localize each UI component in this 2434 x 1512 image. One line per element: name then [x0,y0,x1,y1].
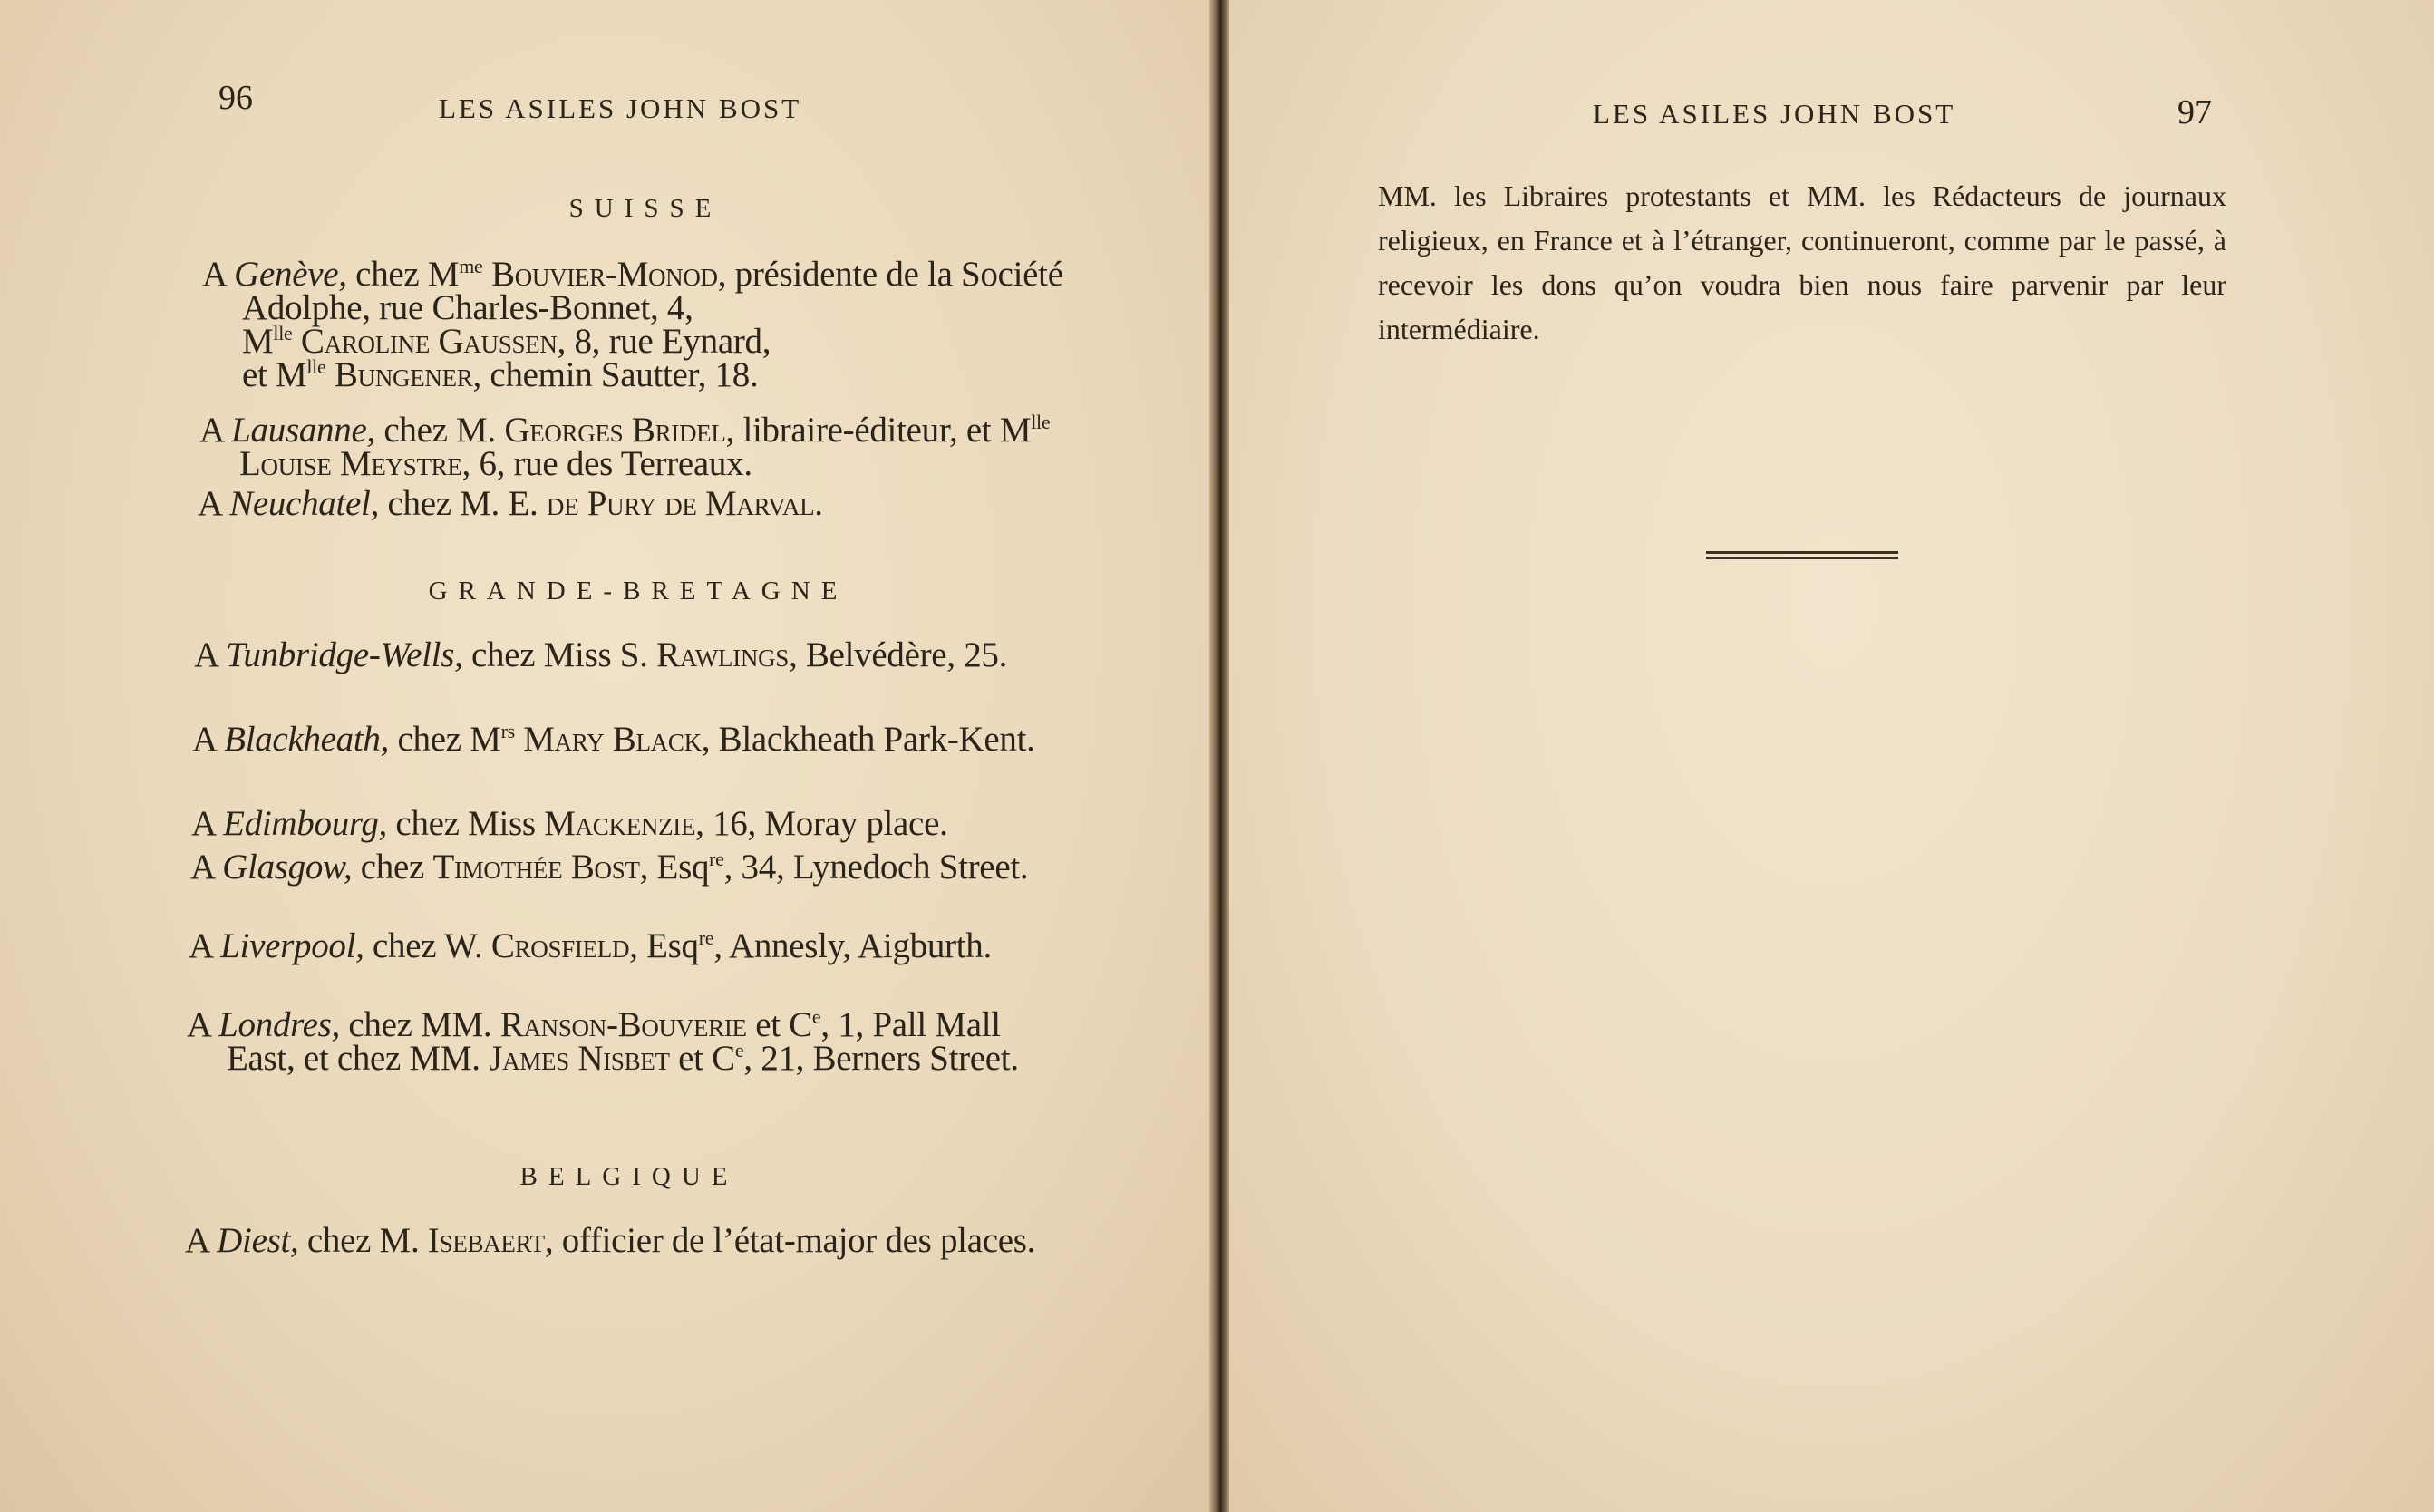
double-rule [1706,551,1898,559]
book-gutter [1209,0,1229,1512]
entry-diest: A Diest, chez M. Isebaert, officier de l’état-major des places. [185,1221,1036,1260]
section-title-grande-bretagne: GRANDE-BRETAGNE [428,577,849,606]
entry-geneve-line-3: et $M^{lle}$ Bungener, chemin Sautter, 18. [242,355,759,394]
running-head-right: LES ASILES JOHN BOST [1593,98,1956,130]
city-name: Londres, [218,1005,340,1044]
running-head-left: LES ASILES JOHN BOST [439,92,802,124]
entry-geneve-line-2: $M^{lle}$ Caroline Gaussen, 8, rue Eynard, [242,322,771,361]
entry-tunbridge-wells: A Tunbridge-Wells, chez Miss S. Rawlings, Belvédère, 25. [194,635,1008,674]
city-name: Diest, [217,1221,299,1260]
entry-lausanne: A Lausanne, chez M. Georges Bridel, libraire-éditeur, et $M^{lle}$ Louise Meystre, 6, rue des Terreaux. [199,411,1051,483]
city-name: Edimbourg, [223,804,387,843]
entry-londres: A Londres, chez MM. Ranson-Bouverie et Ce, 1, Pall Mall East, et chez MM. James Nisbet et Ce, 21, Berners Street. [187,1005,1019,1078]
city-name: Lausanne, [231,411,375,450]
entry-glasgow: A Glasgow, chez Timothée Bost, Esq$^{re}$, 34, Lynedoch Street. [190,848,1029,887]
city-name: Liverpool, [220,926,364,965]
city-name: Neuchatel, [229,484,380,523]
page-number-left: 96 [218,79,253,117]
entry-blackheath: A Blackheath, chez $M^{rs}$ Mary Black, Blackheath Park-Kent. [192,720,1035,759]
section-title-suisse: SUISSE [568,194,722,223]
entry-geneve [179,257,1085,392]
city-name: Glasgow, [222,848,353,887]
city-name: Genève, [234,255,347,294]
entry-edimbourg: A Edimbourg, chez Miss Mackenzie, 16, Moray place. [191,804,948,843]
publishers-note: MM. les Libraires protestants et MM. les Rédacteurs de journaux religieux, en France et à l’étranger, continueront, comme par le passé, à recevoir les dons qu’on voudra bien nous faire parvenir par leur intermédiaire. [1378,179,2226,345]
page-number-right: 97 [2177,93,2212,131]
entry-geneve-line-1: A Genève, chez $M^{me}$ Bouvier-Monod, présidente de la Société Adolphe, rue Charles-Bonnet, 4, [202,255,1063,327]
section-title-belgique: BELGIQUE [519,1162,739,1191]
entry-neuchatel: A Neuchatel, chez M. E. de Pury de Marval. [198,484,823,523]
city-name: Tunbridge-Wells, [226,635,463,674]
entry-liverpool: A Liverpool, chez W. Crosfield, Esq$^{re}$, Annesly, Aigburth. [189,926,992,965]
city-name: Blackheath, [224,720,390,759]
